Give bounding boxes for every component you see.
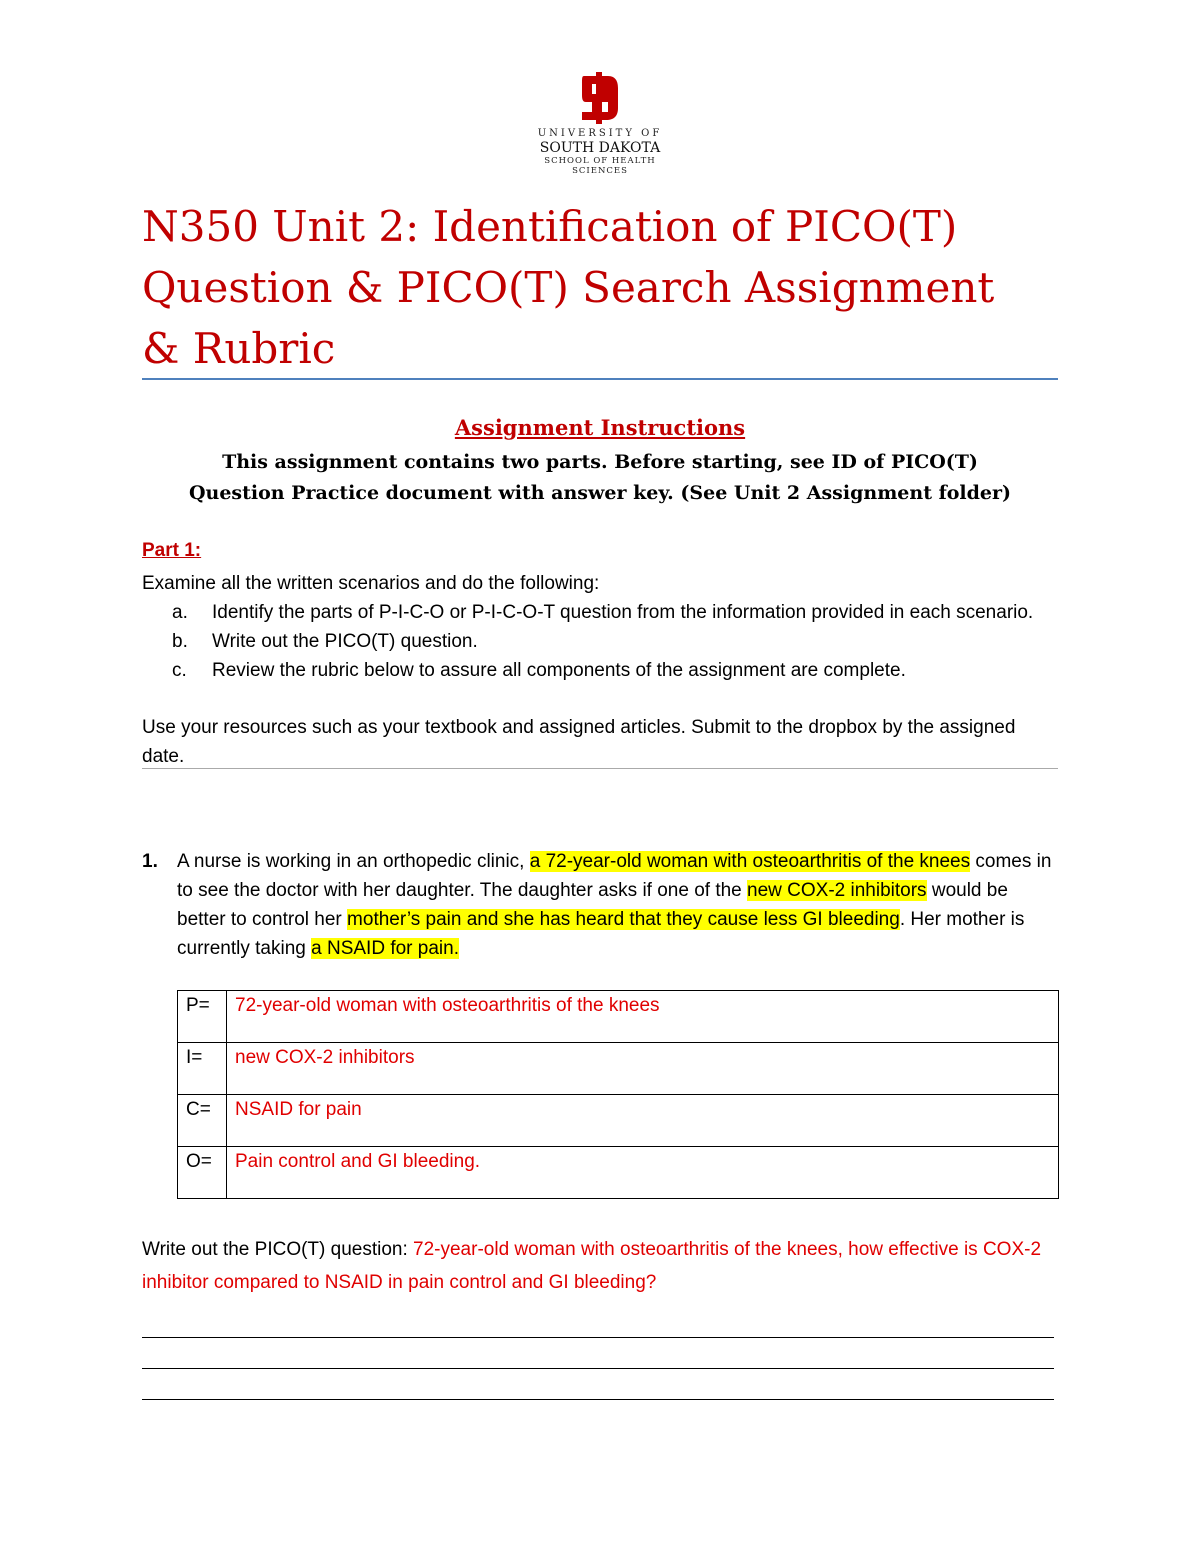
scenario-highlight: a 72-year-old woman with osteoarthritis of the knees	[529, 851, 971, 872]
title-line-3: & Rubric	[142, 324, 336, 373]
step-text: Review the rubric below to assure all components of the assignment are complete.	[212, 660, 906, 681]
table-row	[178, 1095, 1059, 1147]
pico-value: 72-year-old woman with osteoarthritis of the knees	[227, 991, 1059, 1043]
title-divider	[142, 378, 1058, 380]
question-scenario	[177, 847, 1058, 963]
step-text: Write out the PICO(T) question.	[212, 631, 478, 652]
scenario-highlight: new COX-2 inhibitors	[747, 880, 927, 901]
pico-value: Pain control and GI bleeding.	[227, 1147, 1059, 1199]
logo-line-school: SCHOOL OF HEALTH SCIENCES	[544, 156, 656, 176]
step-item	[172, 598, 1058, 627]
step-marker: a.	[172, 602, 188, 623]
title-line-2: Question & PICO(T) Search Assignment	[142, 263, 995, 312]
question-number: 1.	[142, 851, 158, 872]
question-1	[142, 847, 1058, 963]
step-text: Identify the parts of P-I-C-O or P-I-C-O-T question from the information provided in each scenario.	[212, 602, 1034, 623]
instructions-line-1: This assignment contains two parts. Before starting, see ID of PICO(T)	[222, 451, 978, 473]
answer-blank-line	[142, 1399, 1054, 1400]
sd-monogram-icon	[578, 72, 622, 124]
scenario-segment: comes in to see the doctor with her daughter. The daughter asks if one of the	[177, 851, 1052, 901]
title-line-1: N350 Unit 2: Identification of PICO(T)	[142, 202, 958, 251]
university-logo	[520, 72, 680, 176]
part-1-intro: Examine all the written scenarios and do the following:	[142, 573, 600, 594]
pico-value: new COX-2 inhibitors	[227, 1043, 1059, 1095]
scenario-segment: . Her mother is currently taking	[177, 909, 1025, 959]
instructions-line-2: Question Practice document with answer key. (See Unit 2 Assignment folder)	[188, 482, 1012, 504]
answer-text: 72-year-old woman with osteoarthritis of the knees, how effective is COX-2 inhibitor compared to NSAID in pain control and GI bleeding?	[142, 1239, 1042, 1293]
pico-label: O=	[178, 1147, 227, 1199]
part-1-steps	[172, 598, 1058, 685]
pico-label: P=	[178, 991, 227, 1043]
part-1-label: Part 1:	[142, 540, 202, 561]
answer-blank-line	[142, 1337, 1054, 1338]
part-1-closing: Use your resources such as your textbook and assigned articles. Submit to the dropbox by the assigned date.	[142, 717, 1016, 767]
pico-question-answer	[142, 1233, 1058, 1299]
table-row	[178, 991, 1059, 1043]
instructions-heading: Assignment Instructions	[454, 415, 746, 440]
table-row	[178, 1043, 1059, 1095]
step-item	[172, 656, 1058, 685]
scenario-segment: would be better to control her	[177, 880, 1008, 930]
scenario-segment: A nurse is working in an orthopedic clinic,	[177, 851, 530, 872]
write-label: Write out the PICO(T) question:	[142, 1239, 414, 1260]
section-divider	[142, 768, 1058, 769]
table-row	[178, 1147, 1059, 1199]
step-item	[172, 627, 1058, 656]
scenario-highlight: mother’s pain and she has heard that they cause less GI bleeding	[347, 909, 900, 930]
pico-table	[177, 990, 1059, 1199]
step-marker: b.	[172, 631, 188, 652]
answer-blank-line	[142, 1368, 1054, 1369]
pico-label: I=	[178, 1043, 227, 1095]
step-marker: c.	[172, 660, 187, 681]
logo-line-south-dakota: SOUTH DAKOTA	[539, 140, 661, 156]
instructions-body	[142, 447, 1058, 509]
scenario-highlight: a NSAID for pain.	[311, 938, 459, 959]
pico-label: C=	[178, 1095, 227, 1147]
pico-value: NSAID for pain	[227, 1095, 1059, 1147]
logo-line-university-of: UNIVERSITY OF	[537, 128, 663, 139]
document-title	[142, 196, 1062, 379]
